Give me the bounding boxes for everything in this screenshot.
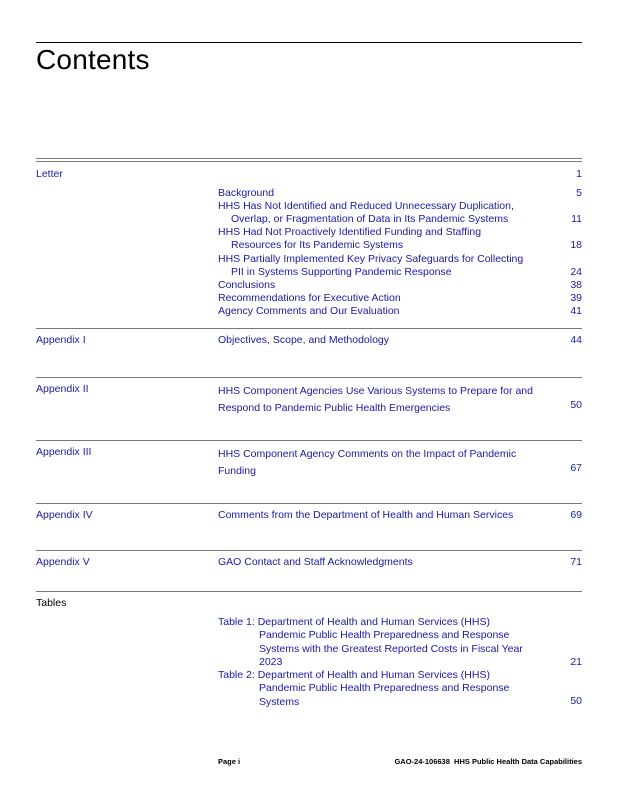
toc-appendix-3-page[interactable]: 67: [570, 462, 582, 474]
toc-entry-conclusions[interactable]: [218, 279, 562, 292]
toc-entry-line: HHS Component Agencies Use Various Systems to Prepare for and: [218, 385, 533, 397]
toc-entry-page[interactable]: 38: [570, 279, 582, 291]
toc-appendix-2-title[interactable]: [218, 383, 562, 416]
toc-entry-duplication[interactable]: [218, 200, 562, 227]
toc-entry-line: Background: [218, 187, 275, 199]
toc-appendix-1-link[interactable]: Appendix I: [36, 334, 86, 346]
toc-entry-line: Table 2: Department of Health and Human Services (HHS): [218, 669, 490, 681]
toc-entry-line: HHS Has Not Identified and Reduced Unnecessary Duplication,: [218, 200, 514, 212]
toc-entry-line: Comments from the Department of Health and Human Services: [218, 509, 514, 521]
toc-entry-line: Recommendations for Executive Action: [218, 292, 401, 304]
toc-appendix-5-link[interactable]: Appendix V: [36, 556, 90, 568]
toc-appendix-2-link[interactable]: Appendix II: [36, 383, 89, 395]
toc-entry-line: Systems with the Greatest Reported Costs in Fiscal Year: [259, 642, 523, 655]
toc-appendix-5-title[interactable]: [218, 556, 562, 569]
toc-entry-line: Objectives, Scope, and Methodology: [218, 334, 390, 346]
toc-letter-link[interactable]: Letter: [36, 168, 63, 180]
toc-appendix-1-page[interactable]: 44: [570, 334, 582, 346]
page-title: Contents: [36, 44, 150, 75]
toc-appendix-2-page[interactable]: 50: [570, 399, 582, 411]
toc-entry-line: Conclusions: [218, 279, 276, 291]
toc-table-1-page[interactable]: 21: [570, 656, 582, 668]
toc-entry-background[interactable]: [218, 187, 562, 200]
title-top-rule: [36, 42, 582, 43]
toc-appendix-3-title[interactable]: [218, 446, 562, 479]
toc-entry-page[interactable]: 39: [570, 292, 582, 304]
toc-appendix-3-link[interactable]: Appendix III: [36, 446, 92, 458]
contents-double-rule-top: [36, 158, 582, 159]
footer-report-id: GAO-24-106638 HHS Public Health Data Capabilities: [394, 757, 582, 766]
appendix-5-rule: [36, 550, 582, 551]
toc-tables-heading: Tables: [36, 597, 67, 609]
toc-table-2-page[interactable]: 50: [570, 695, 582, 707]
toc-entry-line: Respond to Pandemic Public Health Emergencies: [218, 401, 451, 414]
toc-table-2[interactable]: [218, 669, 562, 709]
contents-double-rule-bottom: [36, 161, 582, 162]
toc-entry-line: HHS Partially Implemented Key Privacy Safeguards for Collecting: [218, 253, 524, 265]
toc-appendix-4-page[interactable]: 69: [570, 509, 582, 521]
toc-appendix-5-page[interactable]: 71: [570, 556, 582, 568]
toc-appendix-4-link[interactable]: Appendix IV: [36, 509, 93, 521]
toc-entry-line: Agency Comments and Our Evaluation: [218, 305, 400, 317]
toc-entry-line: HHS Component Agency Comments on the Impact of Pandemic: [218, 448, 517, 460]
toc-appendix-4-title[interactable]: [218, 509, 562, 522]
toc-letter-page[interactable]: 1: [576, 168, 582, 180]
toc-entry-privacy[interactable]: [218, 253, 562, 280]
toc-appendix-1-title[interactable]: [218, 334, 562, 347]
toc-entry-page[interactable]: 41: [570, 305, 582, 317]
toc-entry-line: Overlap, or Fragmentation of Data in Its Pandemic Systems: [231, 213, 509, 226]
toc-entry-agency-comments[interactable]: [218, 305, 562, 318]
toc-entry-recommendations[interactable]: [218, 292, 562, 305]
tables-rule: [36, 591, 582, 592]
toc-entry-line: PII in Systems Supporting Pandemic Response: [231, 266, 452, 279]
toc-entry-line: GAO Contact and Staff Acknowledgments: [218, 556, 413, 568]
appendix-4-rule: [36, 503, 582, 504]
toc-entry-line: Funding: [218, 464, 256, 477]
toc-entry-line: Systems: [259, 695, 300, 708]
toc-table-1[interactable]: [218, 616, 562, 669]
appendix-1-rule: [36, 328, 582, 329]
toc-entry-page[interactable]: 5: [576, 187, 582, 199]
toc-entry-page[interactable]: 11: [571, 213, 582, 225]
toc-entry-page[interactable]: 18: [570, 239, 582, 251]
toc-entry-line: Pandemic Public Health Preparedness and Response: [259, 682, 510, 695]
toc-entry-line: Pandemic Public Health Preparedness and Response: [259, 629, 510, 642]
appendix-2-rule: [36, 377, 582, 378]
toc-entry-line: Resources for Its Pandemic Systems: [231, 239, 404, 252]
toc-entry-funding[interactable]: [218, 226, 562, 253]
appendix-3-rule: [36, 440, 582, 441]
toc-entry-page[interactable]: 24: [570, 266, 582, 278]
toc-entry-line: Table 1: Department of Health and Human Services (HHS): [218, 616, 490, 628]
footer-page-label: Page i: [218, 757, 241, 766]
toc-entry-line: 2023: [259, 655, 283, 668]
toc-entry-line: HHS Had Not Proactively Identified Funding and Staffing: [218, 226, 482, 238]
